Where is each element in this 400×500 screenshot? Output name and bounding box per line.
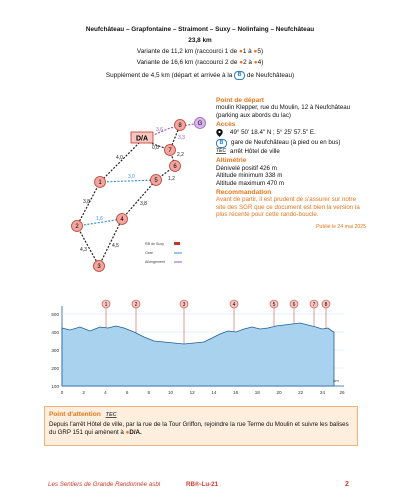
segment-label: 3,6 bbox=[156, 127, 163, 133]
profile-marker-label: 7 bbox=[312, 302, 316, 308]
map-node-label: 1 bbox=[98, 180, 102, 186]
denivele: Dénivelé positif 426 m bbox=[216, 164, 277, 172]
x-tick: 2 bbox=[82, 390, 85, 395]
x-tick: 20 bbox=[276, 390, 282, 395]
depart-arrivee-label: D/A bbox=[135, 135, 149, 143]
x-tick: 6 bbox=[125, 390, 129, 395]
map-node-label: 3 bbox=[97, 264, 101, 270]
attention-title: Point d'attention bbox=[49, 411, 101, 418]
info-panel bbox=[216, 97, 366, 231]
map-node-label: 6 bbox=[173, 164, 177, 170]
x-unit: km bbox=[333, 378, 339, 383]
supplement-suffix: de Neufchâteau) bbox=[245, 72, 295, 80]
attention-text: Depuis l'arrêt Hôtel de ville, par la rue de la Tour Griffon, rejoindre la rue Terme du Moulin et suivre les balises du GRP 151 qui amènent à bbox=[49, 421, 349, 436]
variant-2-suffix: ) bbox=[261, 59, 264, 66]
altitude-max: Altitude maximum 470 m bbox=[216, 179, 285, 187]
map-legend bbox=[145, 242, 182, 264]
recommandation-text: Avant de partir, il est prudent de s'assurer sur notre site des SGR que ce document est bien la version la plus récente pour cette rando-boucle. bbox=[216, 196, 360, 219]
train-station-icon: B bbox=[216, 139, 227, 148]
profile-marker-label: 4 bbox=[232, 302, 236, 308]
variant-1-suffix: ) bbox=[260, 48, 264, 55]
variant-1-to: 5 bbox=[257, 48, 261, 55]
gare-badge-icon: B bbox=[234, 71, 245, 80]
y-tick: 400 bbox=[51, 330, 59, 335]
supplement-prefix: Supplément de 4,5 km (départ et arrivée à la bbox=[105, 72, 235, 80]
profile-area bbox=[62, 323, 334, 386]
route-title: Neufchâteau – Grapfontaine – Straimont – Suxy – Nolinfaing – Neufchâteau bbox=[85, 26, 315, 33]
map-node-label: 2 bbox=[75, 224, 79, 230]
profile-marker-label: 3 bbox=[182, 302, 186, 308]
route-map bbox=[70, 112, 215, 287]
segment-label: 4,3 bbox=[80, 247, 87, 253]
attention-box: Point d'attention TEC Depuis l'arrêt Hôtel de ville, par la rue de la Tour Griffon, rejoindre la rue Terme du Moulin et suivre les balises du GRP 151 qui amènent à ●D/A. bbox=[44, 406, 358, 446]
bus-tec-icon: TEC bbox=[216, 148, 226, 155]
variant-1: Variante de 11,2 km (raccourci 1 de ●1 à ●5) bbox=[136, 48, 264, 55]
segment-label: 1,2 bbox=[168, 176, 175, 182]
depart-title: Point de départ bbox=[216, 97, 264, 104]
segment-label: 4,0 bbox=[116, 155, 123, 161]
variant-2-mid: à bbox=[246, 59, 254, 66]
shortcut-1 bbox=[100, 180, 156, 182]
x-tick: 12 bbox=[189, 390, 195, 395]
legend-row-3: Allongement bbox=[145, 260, 165, 264]
profile-marker-label: 6 bbox=[292, 302, 296, 308]
x-tick: 14 bbox=[211, 390, 217, 395]
segment-label: 3,8 bbox=[140, 201, 147, 207]
coordinates: 49° 50' 18.4" N ; 5° 25' 57.5" E. bbox=[230, 128, 316, 136]
altimetrie-title: Altimétrie bbox=[216, 157, 247, 165]
segment-label: 0,8 bbox=[152, 145, 159, 151]
elevation-profile bbox=[44, 298, 356, 398]
variant-2-from: 2 bbox=[243, 59, 247, 66]
y-tick: 100 bbox=[51, 384, 59, 389]
depart-text: moulin Klepper, rue du Moulin, 12 à Neufchâteau (parking aux abords du lac) bbox=[216, 104, 351, 119]
x-tick: 8 bbox=[147, 390, 151, 395]
variant-1-from: 1 bbox=[242, 48, 247, 55]
route-distance: 23,8 km bbox=[188, 37, 212, 44]
x-tick: 10 bbox=[167, 390, 174, 395]
segment-label: 1,6 bbox=[96, 216, 103, 222]
x-tick: 22 bbox=[298, 390, 304, 395]
main-route bbox=[77, 125, 180, 266]
map-node-label: 5 bbox=[154, 178, 158, 184]
legend-row-1: RB de Suxy bbox=[145, 242, 164, 246]
profile-marker-label: 5 bbox=[272, 302, 276, 308]
altitude-min: Altitude minimum 338 m bbox=[216, 172, 283, 180]
published-date: Publié le 24 mai 2025 bbox=[316, 223, 366, 230]
y-tick: 500 bbox=[51, 312, 59, 317]
segment-label: 4,5 bbox=[112, 243, 119, 249]
profile-marker-label: 8 bbox=[324, 302, 328, 308]
variant-2-to: 4 bbox=[257, 59, 262, 66]
x-tick: 4 bbox=[104, 390, 107, 395]
bus-text: arrêt Hôtel de ville bbox=[230, 148, 280, 156]
attention-da: D/A. bbox=[129, 428, 142, 436]
supplement bbox=[0, 71, 400, 80]
x-tick: 18 bbox=[254, 390, 260, 395]
x-tick: 16 bbox=[233, 390, 239, 395]
y-tick: 300 bbox=[51, 348, 59, 353]
map-node-label: 7 bbox=[168, 148, 172, 154]
segment-label: 3,8 bbox=[83, 199, 90, 205]
page-number: 2 bbox=[345, 481, 349, 488]
x-tick: 0 bbox=[60, 390, 64, 395]
y-tick: 200 bbox=[51, 366, 59, 371]
profile-marker-label: 2 bbox=[134, 302, 138, 308]
map-node-g-label: G bbox=[197, 121, 203, 127]
legend-swatch-1 bbox=[174, 242, 180, 245]
gare-text: gare de Neufchâteau (à pied ou en bus) bbox=[231, 139, 341, 147]
bus-tec-icon: TEC bbox=[105, 412, 117, 418]
variant-1-prefix: Variante de 11,2 km (raccourci 1 de bbox=[136, 48, 239, 55]
x-tick: 26 bbox=[339, 390, 345, 395]
profile-marker-label: 1 bbox=[104, 302, 108, 308]
legend-row-2: Gare bbox=[145, 251, 153, 255]
footer-code: RB®-Lu-21 bbox=[186, 481, 219, 488]
segment-label: 3,3 bbox=[178, 135, 185, 141]
map-pin-icon bbox=[216, 129, 226, 139]
variant-2: Variante de 16,6 km (raccourci 2 de ●2 à ●4) bbox=[136, 59, 264, 66]
variant-2-prefix: Variante de 16,6 km (raccourci 2 de bbox=[136, 59, 240, 66]
map-node-label: 8 bbox=[178, 123, 182, 129]
variant-1-mid: à bbox=[246, 48, 254, 55]
segment-label: 3,0 bbox=[128, 174, 135, 180]
acces-title: Accès bbox=[216, 121, 236, 129]
map-node-label: 4 bbox=[120, 217, 124, 223]
footer-organization: Les Sentiers de Grande Randonnée asbl bbox=[48, 481, 161, 488]
recommandation-title: Recommandation bbox=[216, 189, 272, 197]
segment-label: 2,2 bbox=[177, 152, 184, 158]
x-tick: 24 bbox=[319, 390, 325, 395]
